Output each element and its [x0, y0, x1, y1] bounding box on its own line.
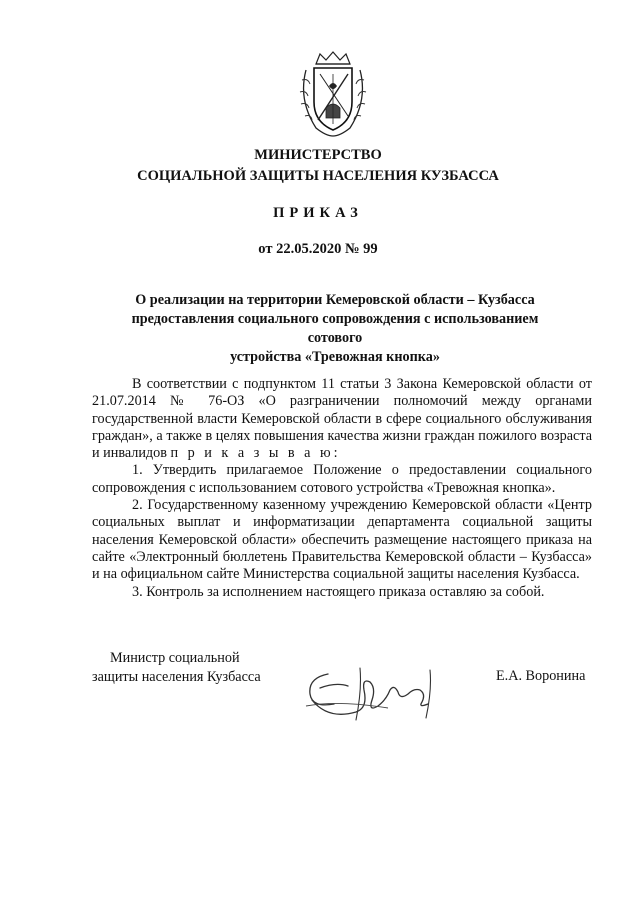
signatory-position: [92, 649, 261, 687]
order-date-number: от 22.05.2020 № 99: [258, 241, 378, 257]
signatory-name: Е.А. Воронина: [496, 668, 586, 684]
subject-line: предоставления социального сопровождения с использованием сотового: [131, 311, 539, 346]
order-item-3: 3. Контроль за исполнением настоящего приказа оставляю за собой.: [132, 583, 545, 600]
ministry-name-line1: МИНИСТЕРСТВО: [254, 147, 382, 163]
subject-line: О реализации на территории Кемеровской области – Кузбасса: [135, 292, 535, 308]
preamble-paragraph: [92, 376, 592, 462]
ministry-name-line2: СОЦИАЛЬНОЙ ЗАЩИТЫ НАСЕЛЕНИЯ КУЗБАССА: [137, 168, 499, 184]
coat-of-arms-emblem: [296, 50, 370, 138]
preamble-text: В соответствии с подпунктом 11 статьи 3 Закона Кемеровской области от 21.07.2014 № 76-ОЗ «О разграничении полномочий между органами государственной власти Кемеровской области в сфере социального обслуживания граждан», а также в целях повышения качества жизни граждан пожилого возраста и инвалидов: [92, 376, 592, 462]
order-title: ПРИКАЗ: [273, 205, 363, 221]
position-line: защиты населения Кузбасса: [92, 669, 261, 685]
subject-line: устройства «Тревожная кнопка»: [230, 349, 440, 365]
position-line: Министр социальной: [110, 650, 240, 666]
preamble-command: п р и к а з ы в а ю:: [170, 445, 341, 462]
order-subject: [110, 291, 560, 367]
order-item-1: 1. Утвердить прилагаемое Положение о предоставлении социального сопровождения с использованием сотового устройства «Тревожная кнопка».: [92, 462, 592, 496]
order-body: [92, 376, 592, 601]
handwritten-signature: [298, 660, 448, 730]
order-item-2: 2. Государственному казенному учреждению Кемеровской области «Центр социальных выплат и информатизации департамента социальной защиты населения Кемеровской области» обеспечить размещение настоящего приказа на сайте «Электронный бюллетень Правительства Кемеровской области – Кузбасса» и на официальном сайте Министерства социальной защиты населения Кузбасса.: [92, 497, 592, 583]
